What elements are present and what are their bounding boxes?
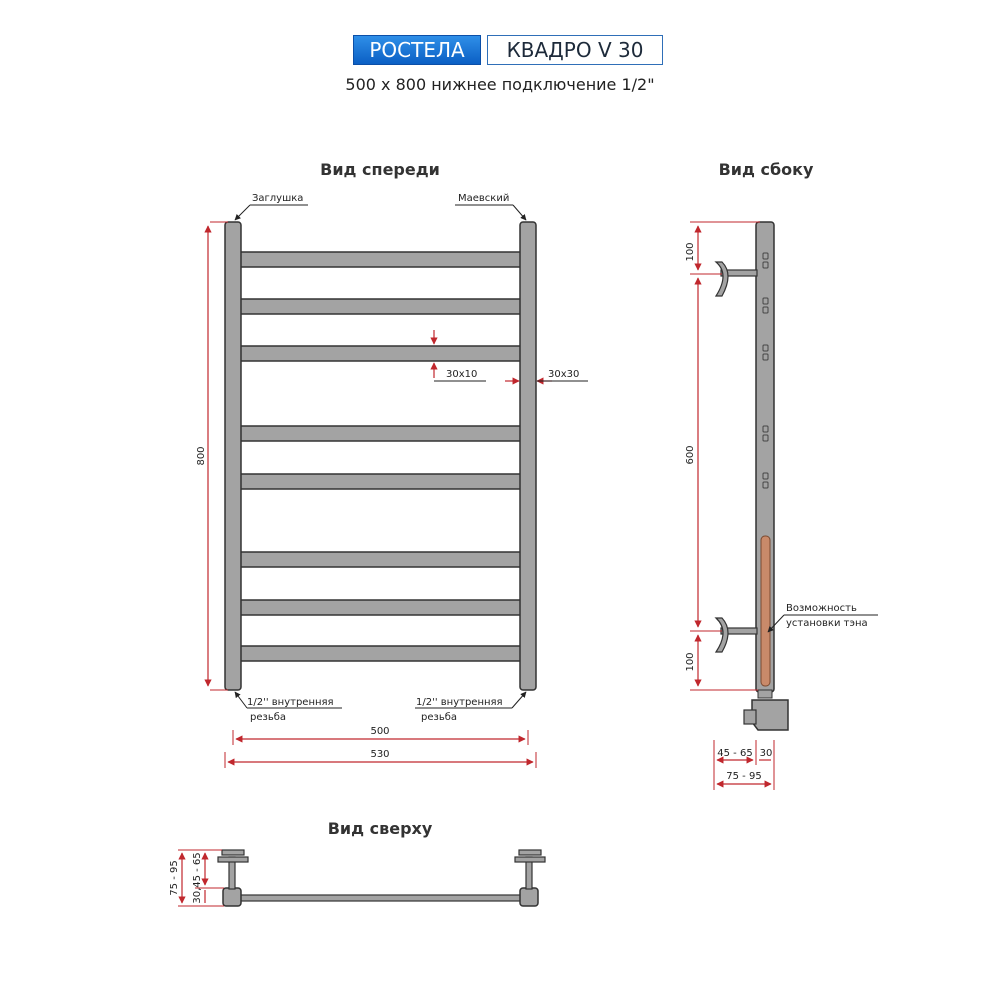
side-view-title: Вид сбоку xyxy=(718,160,814,179)
height-dim-label: 800 xyxy=(196,446,207,466)
crossbar xyxy=(240,426,522,441)
brand-logo: РОСТЕЛА xyxy=(353,35,481,65)
bar-dim-label: 30x10 xyxy=(446,369,478,380)
heater-label-2: установки тэна xyxy=(786,618,868,629)
bottom-connector xyxy=(744,690,788,730)
top-depth-total: 75 - 95 xyxy=(169,860,180,896)
side-depth-total: 75 - 95 xyxy=(726,771,762,782)
vent-label: Маевский xyxy=(458,193,510,204)
top-depth-parts: 30,45 - 65 xyxy=(192,852,203,904)
subtitle: 500 x 800 нижнее подключение 1/2" xyxy=(345,75,655,94)
thread-left-label-2: резьба xyxy=(250,712,287,723)
height-dimension xyxy=(196,222,228,690)
crossbar xyxy=(240,252,522,267)
crossbar xyxy=(240,646,522,661)
front-view xyxy=(196,160,588,768)
crossbars xyxy=(240,252,522,661)
post-dimension xyxy=(505,369,588,381)
thread-right-callout xyxy=(415,692,526,723)
right-post xyxy=(520,222,536,690)
heater-callout xyxy=(768,603,878,632)
width-outer-label: 530 xyxy=(370,749,390,760)
thread-right-label-2: резьба xyxy=(421,712,458,723)
vent-callout xyxy=(455,193,526,220)
wall-bracket-bottom xyxy=(716,618,757,652)
model-name: КВАДРО V 30 xyxy=(487,35,663,65)
top-view-title: Вид сверху xyxy=(327,819,433,838)
crossbar xyxy=(240,600,522,615)
side-dim-bottom: 100 xyxy=(685,652,696,672)
top-depth-dimensions xyxy=(169,850,224,906)
heater-label-1: Возможность xyxy=(786,603,857,614)
width-inner-dimension xyxy=(233,726,528,745)
width-inner-label: 500 xyxy=(370,726,390,737)
crossbar xyxy=(240,299,522,314)
thread-right-label-1: 1/2'' внутренняя xyxy=(416,697,503,708)
crossbar xyxy=(240,552,522,567)
crossbar xyxy=(240,346,522,361)
side-depth-2: 30 xyxy=(759,748,773,759)
front-view-title: Вид спереди xyxy=(320,160,440,179)
side-dim-middle: 600 xyxy=(685,445,696,465)
wall-bracket-top xyxy=(716,262,757,296)
thread-left-label-1: 1/2'' внутренняя xyxy=(247,697,334,708)
side-depth-dimensions xyxy=(714,740,774,790)
plug-callout xyxy=(235,193,308,220)
top-right-post xyxy=(515,850,545,906)
thread-left-callout xyxy=(235,692,342,723)
side-view xyxy=(685,160,878,790)
left-post xyxy=(225,222,241,690)
top-crossbar xyxy=(240,895,522,901)
post-dim-label: 30x30 xyxy=(548,369,580,380)
heater-element xyxy=(761,536,770,686)
plug-label: Заглушка xyxy=(252,193,304,204)
width-outer-dimension xyxy=(225,749,536,768)
top-view xyxy=(169,819,545,906)
side-depth-1: 45 - 65 xyxy=(717,748,753,759)
crossbar xyxy=(240,474,522,489)
side-dim-top: 100 xyxy=(685,242,696,262)
